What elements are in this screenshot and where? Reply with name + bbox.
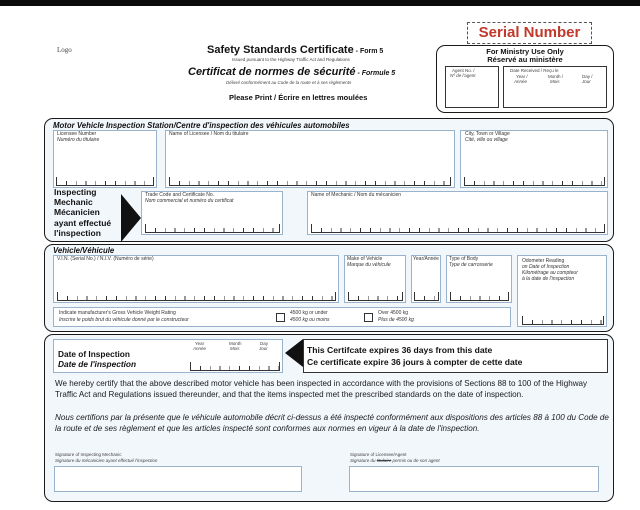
serial-number-label: Serial Number [478,24,581,41]
licensee-number-field[interactable] [53,130,157,188]
agent-number-label: Agent No. / [452,68,475,73]
city-label: City, Town or Village [465,131,510,137]
odometer-field[interactable] [517,255,607,327]
city-label-fr: Cité, ville ou village [465,137,508,143]
under-4500-checkbox[interactable] [276,313,285,322]
issued-pursuant-en: Issued pursuant to the Highway Traffic Act and Regulations [232,57,350,62]
vehicle-year-label: Year/Année [413,256,439,262]
inspection-day-label-fr: Jour [259,346,268,351]
odometer-comb[interactable] [522,316,604,325]
mechanic-label [54,187,111,238]
mechanic-name-field[interactable] [307,191,608,235]
gvwr-label-fr: Inscrire le poids brut du véhicule donné par le constructeur [59,317,189,323]
odometer-label-2: on Date of Inspection [522,264,570,270]
mechanic-label-line-1: Inspecting [54,187,97,197]
vin-label: V.I.N. (Serial No.) / N.I.V. (Numéro de série) [57,256,154,262]
vin-field[interactable] [53,255,339,303]
title-en: Safety Standards Certificate [207,44,354,56]
ministry-use-panel [436,45,614,113]
top-edge-bar [0,0,640,6]
mechanic-label-line-5: l'inspection [54,227,101,238]
ministry-title-fr: Réservé au ministère [487,55,563,64]
mechanic-name-label: Name of Mechanic / Nom du mécanicien [311,192,402,198]
inspection-station-panel [44,118,614,242]
sig-mechanic-label: Signature of Inspecting Mechanic [55,452,122,457]
trade-code-label-fr: Nom commercial et numéro du certificat [145,198,234,204]
odometer-label-4: à la date de l'inspection [522,276,575,282]
inspection-date-label: Date of Inspection [58,349,130,359]
make-field[interactable] [344,255,406,303]
trade-code-label: Trade Code and Certificate No. [145,192,215,198]
licensee-name-comb[interactable] [169,177,451,186]
sig-mechanic-field[interactable] [54,466,302,492]
certification-text-en: We hereby certify that the above described motor vehicle has been inspected in accordance with the provisions of Sections 88 to 100 of the Highway Traffic Act and Regulations issued thereunder, and that the items inspected met the prescribed standards on the date of inspection. [55,379,588,399]
make-comb[interactable] [348,292,403,301]
expiry-text-fr: Ce certificate expire 36 jours à compter de cette date [307,357,523,367]
inspection-day-label: Day [260,341,269,346]
trade-code-comb[interactable] [145,224,280,233]
make-label: Make of Vehicle [347,256,383,262]
make-label-fr: Marque du véhicule [347,262,391,268]
vin-comb[interactable] [57,292,336,301]
ministry-title-en: For Ministry Use Only [486,47,564,56]
ministry-day-label-fr: Jour [582,79,591,84]
licensee-number-label: Licensee Number [57,131,97,137]
mechanic-label-line-3: Mécanicien [54,207,100,218]
year-comb[interactable] [414,292,439,301]
inspection-year-label: Year [195,341,205,346]
inspection-month-label: Month [229,341,242,346]
date-received-label: Date Received / Reçu le [510,68,559,73]
title-fr: Certificat de normes de sécurité [188,66,356,78]
body-label-fr: Type de carrosserie [449,262,493,268]
ministry-month-label-fr: Mois [550,79,560,84]
sig-licensee-fr-part-2: permis ou de son agent [391,458,440,463]
issued-pursuant-fr: Délivré conformément au Code de la route et à ses règlements [226,80,352,85]
sig-licensee-field[interactable] [349,466,599,492]
certification-text-fr: Nous certifions par la présente que le véhicule automobile décrit ci-dessus a été inspecté conformément aux dispositions des articles 88 à 100 du Code de la route et de ses règlement et que les articles inspecté sont conformes aux normes en vigeur à la date de l'inspection. [55,413,609,433]
expiry-text-en: This Certifcate expires 36 days from this date [307,345,493,355]
inspection-date-comb[interactable] [190,362,280,371]
ministry-day-label: Day / [582,74,593,79]
body-comb[interactable] [450,292,509,301]
licensee-name-field[interactable] [165,130,455,188]
expiry-notice [303,339,608,373]
over-4500-label-fr: Plus de 4500 kg [378,317,414,323]
mechanic-name-comb[interactable] [311,224,605,233]
city-field[interactable] [460,130,608,188]
gvwr-label: Indicate manufacturer's Gross Vehicle Weight Rating [59,310,176,316]
ministry-year-label: Year / [516,74,528,79]
body-type-field[interactable] [446,255,512,303]
vehicle-title: Vehicle/Véhicule [53,246,115,255]
mechanic-label-line-4: ayant effectué [54,217,112,228]
sig-licensee-label-fr [350,459,440,464]
inspection-month-label-fr: Mois [230,346,240,351]
ministry-year-label-fr: Année [514,79,528,84]
sig-licensee-fr-strike: titulaire [376,458,392,463]
logo-placeholder: Logo [57,46,72,54]
inspection-date-field [53,339,283,373]
inspection-year-label-fr: Année [193,346,207,351]
serial-number-box [467,22,592,44]
vehicle-panel [44,244,614,332]
odometer-label-3: Kilométrage au compteur [522,270,578,276]
form-number-fr: - Formule 5 [355,70,396,77]
odometer-label-1: Odometer Reading [522,258,565,264]
sig-mechanic-label-fr: Signature du mécanicien ayant effectué l'inspection [55,458,158,463]
agent-number-label-fr: Nº de l'agent [450,73,476,78]
licensee-number-comb[interactable] [56,177,154,186]
form-number: - Form 5 [353,48,384,55]
under-4500-label-fr: 4500 kg ou moins [290,317,330,323]
under-4500-label: 4500 kg or under [290,310,328,316]
sig-licensee-fr-part-1: Signature du [350,458,377,463]
date-received-field[interactable] [503,66,607,108]
agent-number-field[interactable] [445,66,499,108]
over-4500-label: Over 4500 kg [378,310,409,316]
inspection-date-label-fr: Date de l'inspection [58,359,137,369]
over-4500-checkbox[interactable] [364,313,373,322]
year-field[interactable] [411,255,441,303]
certification-panel [44,334,614,502]
station-title: Motor Vehicle Inspection Station/Centre d'inspection des véhicules automobiles [53,121,350,130]
expiry-arrow-icon [285,339,303,367]
ministry-month-label: Month / [548,74,564,79]
body-label: Type of Body [449,256,479,262]
gvwr-field [53,307,511,327]
sig-licensee-label: Signature of Licensee/Agent [350,452,407,457]
mechanic-label-line-2: Mechanic [54,197,93,208]
form-title-fr [188,66,395,78]
trade-code-field[interactable] [141,191,283,235]
mechanic-arrow-icon [121,194,141,242]
licensee-name-label: Name of Licensee / Nom du titulaire [169,131,249,137]
city-comb[interactable] [464,177,605,186]
print-instruction: Please Print / Écrire en lettres moulées [229,93,368,102]
form-title [207,44,383,56]
licensee-number-label-fr: Numéro du titulaire [57,137,100,143]
